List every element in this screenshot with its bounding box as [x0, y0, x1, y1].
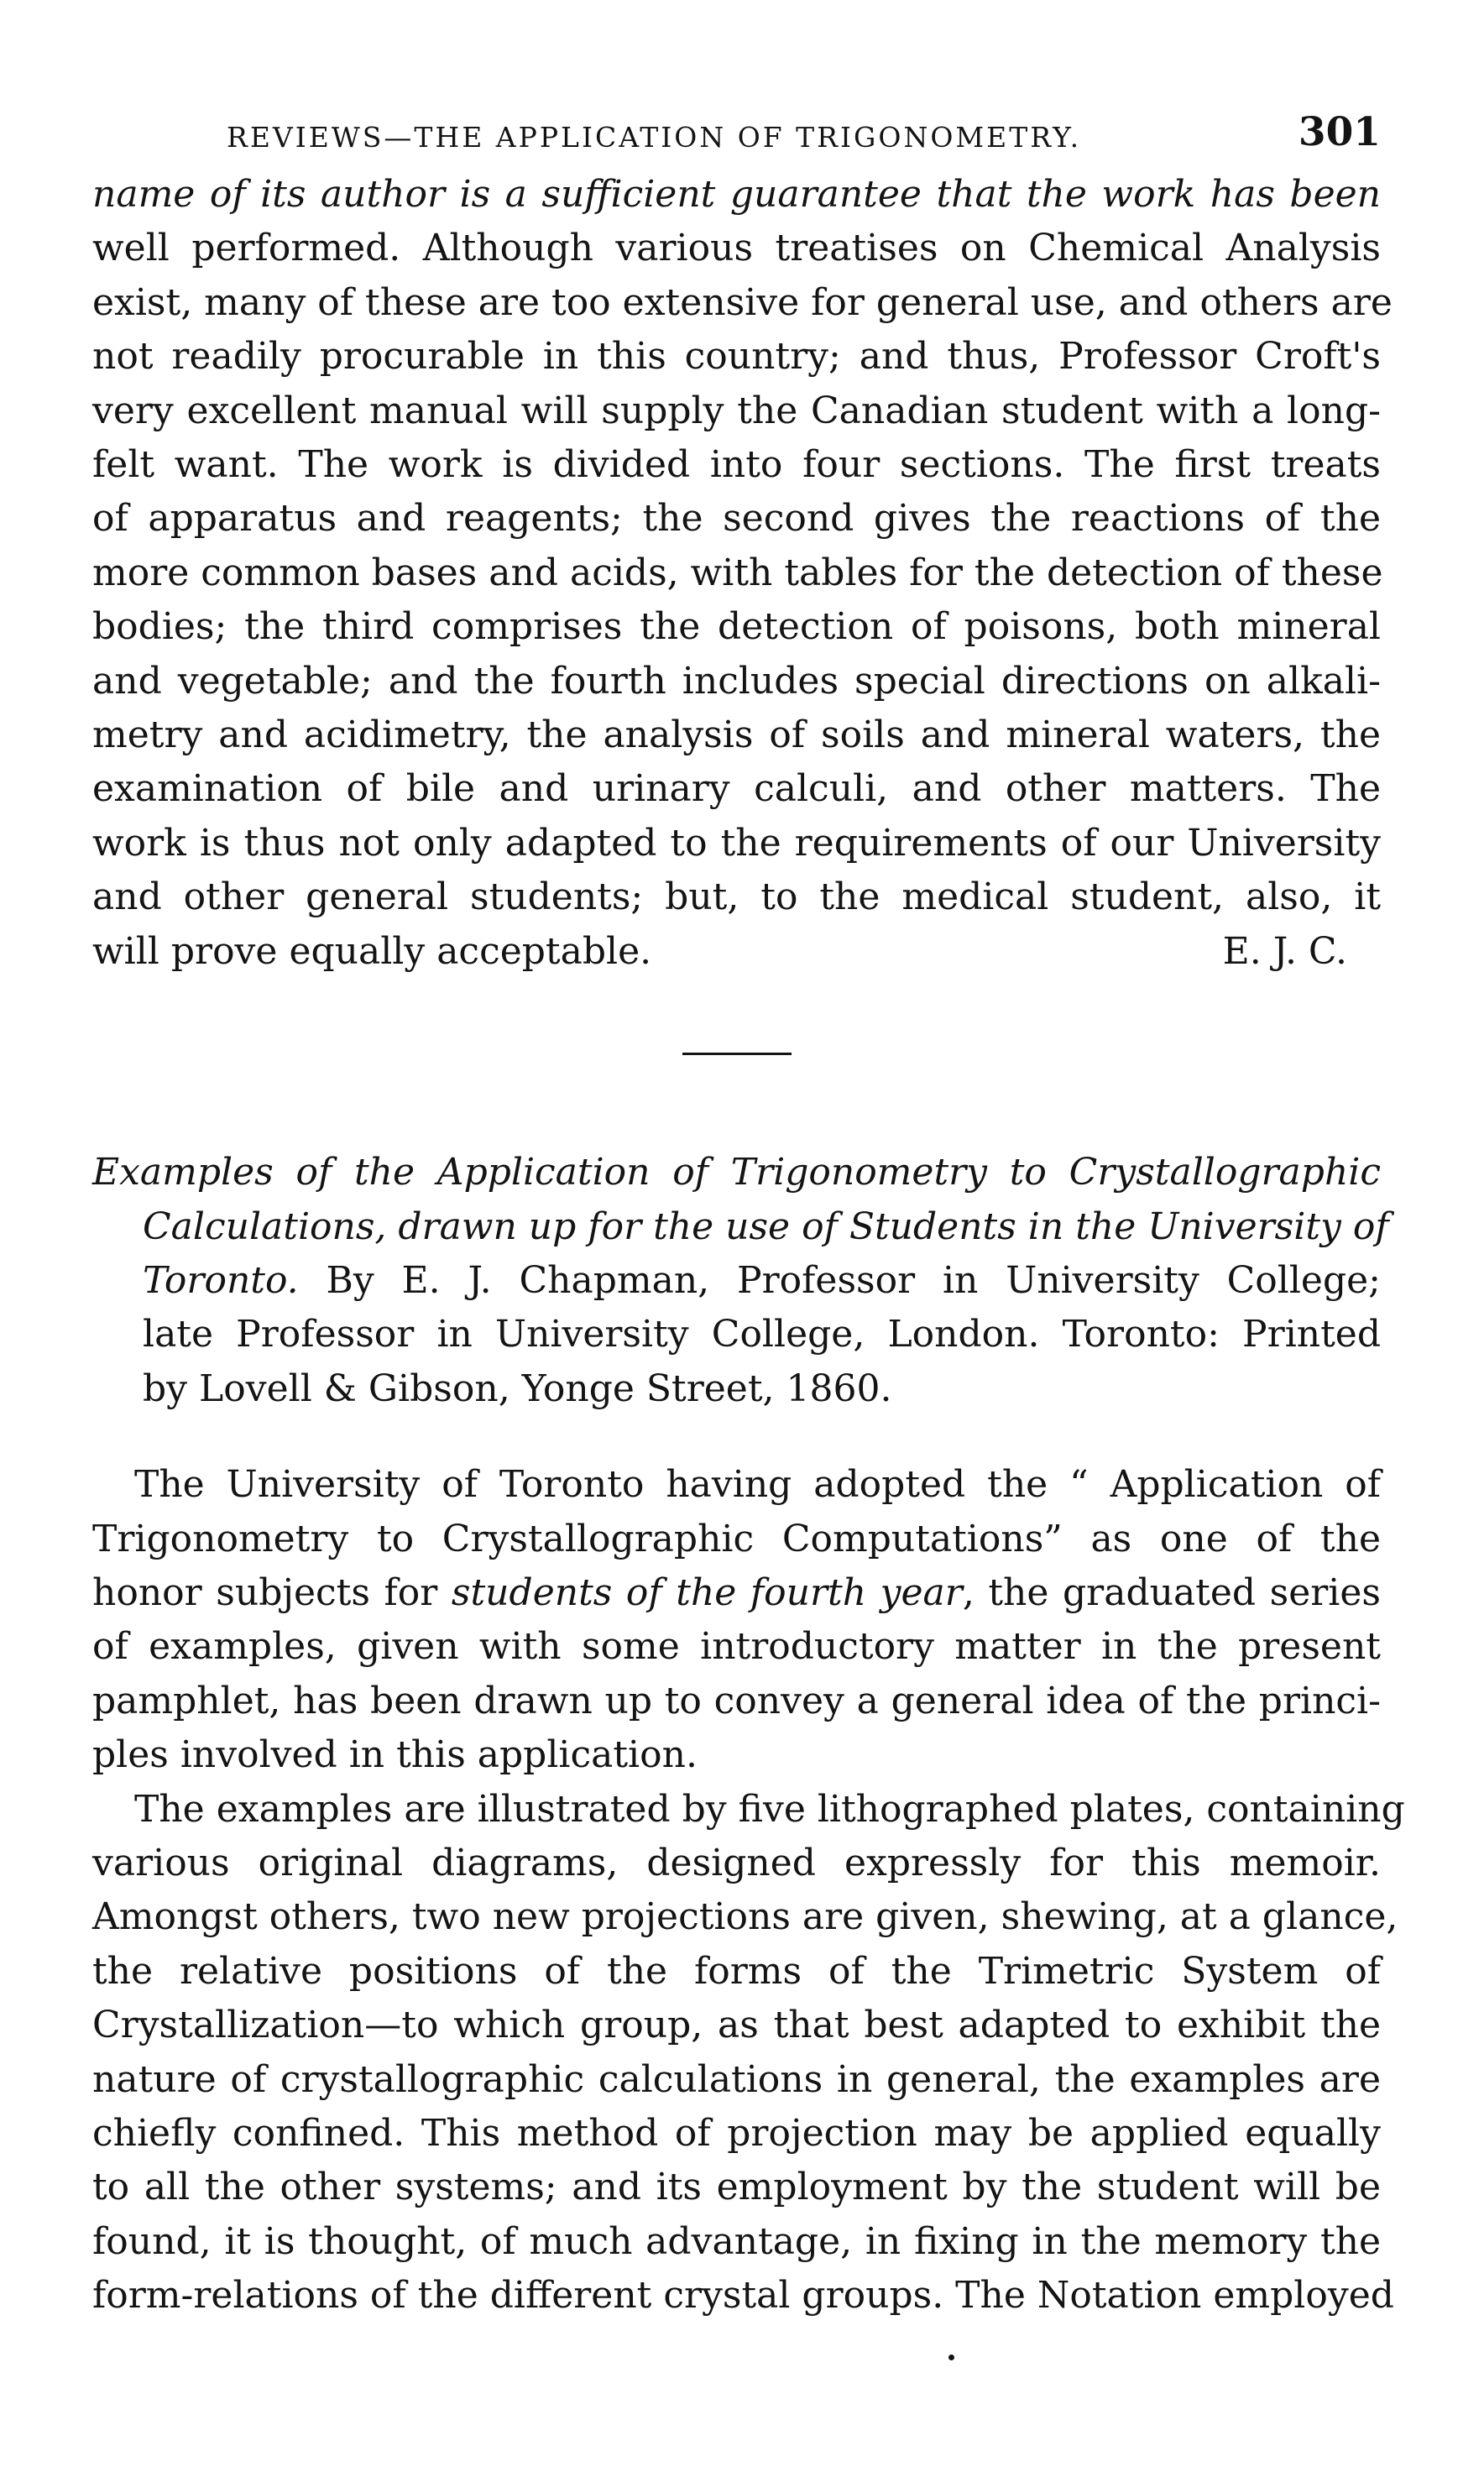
text-run: honor subjects for — [92, 1570, 452, 1614]
review-continuation — [92, 168, 1393, 979]
review-paragraph-1 — [92, 1458, 1381, 1782]
book-page — [92, 109, 1405, 2323]
reviewer-signature: E. J. C. — [1222, 929, 1347, 973]
text-line: exist, many of these are too extensive for general use, and others are — [92, 280, 1393, 324]
text-run: , the graduated series — [962, 1570, 1381, 1614]
text-line: various original diagrams, designed expressly for this memoir. — [92, 1841, 1381, 1884]
text-line: name of its author is a sufficient guarantee that the work has been — [92, 173, 1381, 216]
text-line: very excellent manual will supply the Canadian student with a long- — [92, 389, 1381, 432]
text-line: pamphlet, has been drawn up to convey a general idea of the princi- — [92, 1679, 1381, 1722]
text-line: Trigonometry to Crystallographic Computations” as one of the — [92, 1517, 1381, 1560]
text-line: the relative positions of the forms of the Trimetric System of — [92, 1949, 1381, 1993]
citation-line: Examples of the Application of Trigonometry to Crystallographic — [92, 1151, 1381, 1194]
text-run-italic: students of the fourth year — [451, 1570, 963, 1614]
text-line: bodies; the third comprises the detection of poisons, both mineral — [92, 605, 1381, 649]
text-line: not readily procurable in this country; and thus, Professor Croft's — [92, 335, 1381, 379]
book-citation — [92, 1146, 1389, 1416]
ink-speck — [948, 2354, 954, 2360]
text-line: form-relations of the different crystal groups. The Notation employed — [92, 2274, 1394, 2318]
text-line: The examples are illustrated by five lithographed plates, containing — [134, 1787, 1405, 1831]
citation-line: by Lovell & Gibson, Yonge Street, 1860. — [143, 1367, 892, 1410]
running-title: REVIEWS—THE APPLICATION OF TRIGONOMETRY. — [227, 121, 1082, 154]
text-line: to all the other systems; and its employment by the student will be — [92, 2166, 1381, 2209]
text-line: chiefly confined. This method of projection may be applied equally — [92, 2112, 1381, 2155]
text-line: examination of bile and urinary calculi, and other matters. The — [92, 767, 1381, 811]
citation-author: By E. J. Chapman, Professor in University College; — [298, 1258, 1381, 1302]
running-head — [92, 109, 1381, 168]
text-line: Amongst others, two new projections are given, shewing, at a glance, — [92, 1895, 1398, 1939]
citation-line: late Professor in University College, London. Toronto: Printed — [143, 1313, 1381, 1356]
text-line: found, it is thought, of much advantage, in fixing in the memory the — [92, 2219, 1381, 2263]
text-line: and other general students; but, to the medical student, also, it — [92, 875, 1381, 919]
review-paragraph-2 — [92, 1783, 1405, 2323]
text-line: more common bases and acids, with tables for the detection of these — [92, 551, 1383, 594]
text-line: Crystallization—to which group, as that best adapted to exhibit the — [92, 2004, 1381, 2047]
section-divider — [682, 1053, 792, 1055]
citation-title-end: Toronto. — [143, 1258, 299, 1302]
text-line: The University of Toronto having adopted the “ Application of — [134, 1463, 1381, 1507]
text-line: and vegetable; and the fourth includes special directions on alkali- — [92, 659, 1381, 703]
text-line: will prove equally acceptable. — [92, 929, 652, 973]
text-line — [92, 1566, 1381, 1620]
citation-line — [92, 1254, 1381, 1308]
closing-line — [92, 925, 1381, 979]
citation-line: Calculations, drawn up for the use of Students in the University of — [143, 1205, 1389, 1248]
text-line: nature of crystallographic calculations in general, the examples are — [92, 2057, 1381, 2101]
text-line: well performed. Although various treatises on Chemical Analysis — [92, 227, 1381, 270]
text-line: work is thus not only adapted to the requirements of our University — [92, 821, 1381, 865]
text-line: ples involved in this application. — [92, 1733, 698, 1777]
text-line: metry and acidimetry, the analysis of soils and mineral waters, the — [92, 713, 1381, 757]
text-line: felt want. The work is divided into four sections. The first treats — [92, 443, 1381, 487]
text-line: of examples, given with some introductory matter in the present — [92, 1625, 1381, 1669]
page-number: 301 — [1298, 109, 1381, 155]
text-line: of apparatus and reagents; the second gives the reactions of the — [92, 497, 1381, 541]
